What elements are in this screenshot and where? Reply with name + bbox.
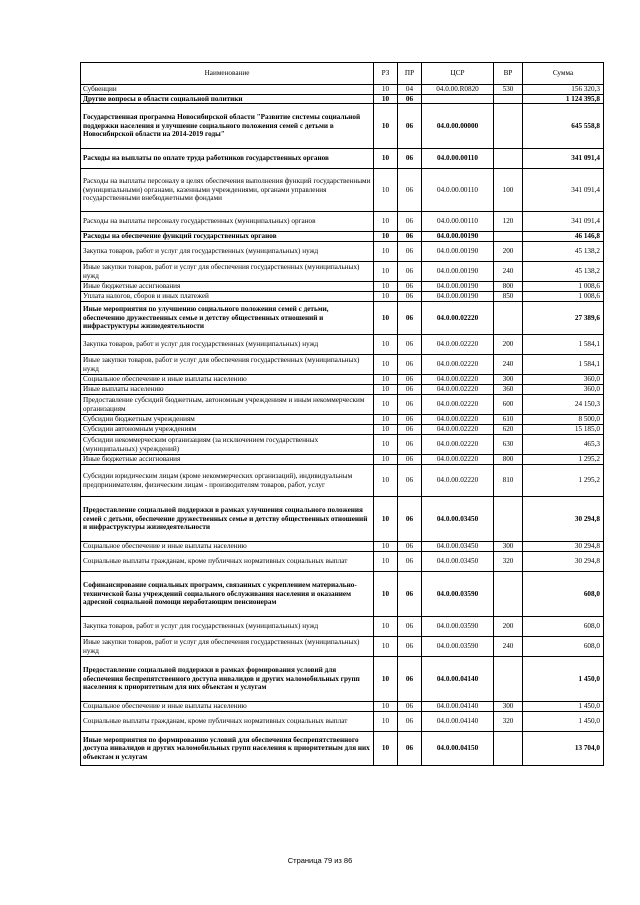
table-row [81,572,604,617]
cell-csr: 04.0.00.00110 [422,212,494,232]
cell-rz: 10 [374,435,398,455]
cell-name: Иные мероприятия по улучшению социального положения семей с детьми, обеспечению дружественных семье и детству общественных отношений и инфраструктуры жизнедеятельности [81,302,374,335]
cell-name: Субсидии бюджетным учреждениям [81,415,374,425]
cell-sum: 8 500,0 [523,415,604,425]
cell-pr: 06 [398,732,422,766]
cell-name: Социальное обеспечение и иные выплаты населению [81,702,374,712]
cell-name: Иные бюджетные ассигнования [81,282,374,292]
cell-pr: 06 [398,292,422,302]
cell-name: Уплата налогов, сборов и иных платежей [81,292,374,302]
cell-name: Государственная программа Новосибирской области "Развитие системы социальной поддержки населения и улучшение социального положения семей с детьми в Новосибирской области на 2014-2019 годы" [81,104,374,149]
cell-name: Софинансирование социальных программ, связанных с укреплением материально-технической базы учреждений социального обслуживания населения и оказанием адресной социальной помощи неработающим пенсионерам [81,572,374,617]
cell-sum: 608,0 [523,637,604,657]
table-row [81,94,604,104]
cell-rz: 10 [374,552,398,572]
cell-vr: 800 [494,282,523,292]
cell-csr: 04.0.00.04140 [422,702,494,712]
cell-csr: 04.0.00.00190 [422,232,494,242]
cell-vr: 300 [494,542,523,552]
header-pr: ПР [398,63,422,85]
cell-sum: 1 008,6 [523,292,604,302]
table-row [81,169,604,212]
cell-sum: 27 389,6 [523,302,604,335]
table-row [81,552,604,572]
table-row [81,702,604,712]
cell-csr: 04.0.00.03450 [422,497,494,542]
cell-name: Субсидии юридическим лицам (кроме некоммерческих организаций), индивидуальным предпринимателям, физическим лицам - производителям товаров, работ, услуг [81,465,374,497]
cell-rz: 10 [374,617,398,637]
table-header-row [81,63,604,85]
cell-sum: 341 091,4 [523,149,604,169]
cell-vr: 800 [494,455,523,465]
cell-csr: 04.0.00.02220 [422,335,494,355]
cell-pr: 06 [398,282,422,292]
cell-sum: 608,0 [523,572,604,617]
cell-sum: 45 138,2 [523,242,604,262]
table-row [81,292,604,302]
table-row [81,617,604,637]
cell-sum: 1 124 395,8 [523,94,604,104]
cell-pr: 06 [398,465,422,497]
cell-pr: 06 [398,242,422,262]
cell-pr: 06 [398,355,422,375]
cell-vr: 810 [494,465,523,497]
cell-name: Социальное обеспечение и иные выплаты населению [81,375,374,385]
cell-pr: 06 [398,637,422,657]
cell-rz: 10 [374,702,398,712]
cell-sum: 1 008,6 [523,282,604,292]
table-row [81,732,604,766]
cell-rz: 10 [374,497,398,542]
cell-name: Субсидии автономным учреждениям [81,425,374,435]
cell-vr: 610 [494,415,523,425]
table-row [81,302,604,335]
cell-name: Другие вопросы в области социальной политики [81,94,374,104]
cell-pr: 06 [398,455,422,465]
cell-name: Предоставление социальной поддержки в рамках улучшения социального положения семей с детьми, обеспечение дружественных семье и детству общественных отношений и инфраструктуры жизнедеятельности [81,497,374,542]
table-row [81,262,604,282]
cell-csr: 04.0.00.02220 [422,375,494,385]
cell-pr: 06 [398,712,422,732]
cell-pr: 06 [398,169,422,212]
cell-vr: 600 [494,395,523,415]
cell-vr [494,572,523,617]
cell-csr: 04.0.00.02220 [422,385,494,395]
cell-vr: 240 [494,262,523,282]
cell-rz: 10 [374,232,398,242]
cell-rz: 10 [374,657,398,702]
cell-name: Социальные выплаты гражданам, кроме публичных нормативных социальных выплат [81,552,374,572]
cell-vr: 530 [494,85,523,95]
cell-pr: 06 [398,542,422,552]
header-sum: Сумма [523,63,604,85]
cell-rz: 10 [374,262,398,282]
cell-pr: 06 [398,425,422,435]
cell-csr: 04.0.00.03590 [422,572,494,617]
cell-csr: 04.0.00.02220 [422,465,494,497]
table-body [81,85,604,766]
cell-name: Закупка товаров, работ и услуг для государственных (муниципальных) нужд [81,617,374,637]
cell-rz: 10 [374,542,398,552]
cell-pr: 06 [398,262,422,282]
cell-sum: 30 294,8 [523,542,604,552]
cell-rz: 10 [374,94,398,104]
cell-vr: 300 [494,375,523,385]
table-row [81,425,604,435]
table-row [81,637,604,657]
cell-csr: 04.0.00.02220 [422,425,494,435]
cell-csr: 04.0.00.03450 [422,552,494,572]
cell-vr: 320 [494,552,523,572]
cell-csr: 04.0.00.00190 [422,262,494,282]
table-row [81,415,604,425]
table-row [81,395,604,415]
cell-vr: 240 [494,355,523,375]
cell-pr: 06 [398,497,422,542]
table-row [81,465,604,497]
cell-csr [422,94,494,104]
cell-rz: 10 [374,637,398,657]
table-row [81,104,604,149]
table-row [81,355,604,375]
cell-sum: 30 294,8 [523,552,604,572]
cell-name: Расходы на выплаты по оплате труда работников государственных органов [81,149,374,169]
cell-sum: 360,0 [523,385,604,395]
cell-sum: 156 320,3 [523,85,604,95]
header-csr: ЦСР [422,63,494,85]
cell-rz: 10 [374,395,398,415]
cell-pr: 06 [398,335,422,355]
page-number: Страница 79 из 86 [287,856,353,865]
cell-rz: 10 [374,242,398,262]
cell-sum: 1 584,1 [523,335,604,355]
cell-sum: 360,0 [523,375,604,385]
cell-pr: 06 [398,212,422,232]
table-row [81,497,604,542]
cell-pr: 06 [398,572,422,617]
cell-rz: 10 [374,425,398,435]
table-row [81,542,604,552]
cell-rz: 10 [374,335,398,355]
cell-rz: 10 [374,149,398,169]
cell-rz: 10 [374,292,398,302]
cell-sum: 1 295,2 [523,455,604,465]
cell-rz: 10 [374,572,398,617]
cell-pr: 04 [398,85,422,95]
table-row [81,455,604,465]
cell-pr: 06 [398,657,422,702]
cell-name: Иные закупки товаров, работ и услуг для обеспечения государственных (муниципальных) нужд [81,355,374,375]
table-row [81,149,604,169]
cell-name: Закупка товаров, работ и услуг для государственных (муниципальных) нужд [81,335,374,355]
cell-csr: 04.0.00.03590 [422,617,494,637]
cell-vr: 240 [494,637,523,657]
cell-vr [494,302,523,335]
cell-csr: 04.0.00.02220 [422,455,494,465]
cell-rz: 10 [374,355,398,375]
header-rz: РЗ [374,63,398,85]
table-row [81,385,604,395]
cell-pr: 06 [398,702,422,712]
cell-sum: 465,3 [523,435,604,455]
table-row [81,85,604,95]
cell-rz: 10 [374,455,398,465]
cell-sum: 341 091,4 [523,169,604,212]
cell-csr: 04.0.00.03450 [422,542,494,552]
cell-name: Иные бюджетные ассигнования [81,455,374,465]
cell-rz: 10 [374,375,398,385]
cell-vr [494,149,523,169]
table-row [81,712,604,732]
cell-pr: 06 [398,94,422,104]
cell-rz: 10 [374,282,398,292]
cell-csr: 04.0.00.02220 [422,415,494,425]
cell-vr: 620 [494,425,523,435]
cell-pr: 06 [398,302,422,335]
cell-rz: 10 [374,169,398,212]
cell-csr: 04.0.00.02220 [422,395,494,415]
cell-pr: 06 [398,617,422,637]
cell-vr: 300 [494,702,523,712]
cell-vr: 850 [494,292,523,302]
cell-name: Расходы на выплаты персоналу в целях обеспечения выполнения функций государственными (муниципальными) органами, казенными учреждениями, органами управления государственными внебюджетными фондами [81,169,374,212]
cell-vr [494,657,523,702]
cell-name: Иные закупки товаров, работ и услуг для обеспечения государственных (муниципальных) нужд [81,262,374,282]
cell-pr: 06 [398,104,422,149]
cell-name: Предоставление социальной поддержки в рамках формирования условий для обеспечения беспрепятственного доступа инвалидов и других маломобильных групп населения к приоритетным для них объектам и услугам [81,657,374,702]
cell-vr: 100 [494,169,523,212]
cell-sum: 30 294,8 [523,497,604,542]
table-row [81,212,604,232]
table-row [81,657,604,702]
cell-sum: 341 091,4 [523,212,604,232]
cell-name: Расходы на выплаты персоналу государственных (муниципальных) органов [81,212,374,232]
cell-name: Иные выплаты населению [81,385,374,395]
cell-rz: 10 [374,712,398,732]
cell-rz: 10 [374,212,398,232]
cell-vr: 120 [494,212,523,232]
cell-sum: 1 295,2 [523,465,604,497]
cell-pr: 06 [398,395,422,415]
cell-csr: 04.0.00.00190 [422,242,494,262]
table-row [81,375,604,385]
cell-vr [494,497,523,542]
cell-vr [494,232,523,242]
cell-rz: 10 [374,385,398,395]
cell-sum: 608,0 [523,617,604,637]
cell-sum: 45 138,2 [523,262,604,282]
header-vr: ВР [494,63,523,85]
budget-table [80,62,604,766]
table-row [81,242,604,262]
cell-vr: 200 [494,242,523,262]
cell-name: Социальное обеспечение и иные выплаты населению [81,542,374,552]
cell-sum: 645 558,8 [523,104,604,149]
cell-vr: 200 [494,617,523,637]
cell-csr: 04.0.00.04140 [422,657,494,702]
table-row [81,335,604,355]
cell-pr: 06 [398,149,422,169]
cell-sum: 1 450,0 [523,712,604,732]
cell-name: Предоставление субсидий бюджетным, автономным учреждениям и иным некоммерческим организациям [81,395,374,415]
cell-vr: 630 [494,435,523,455]
cell-sum: 46 146,8 [523,232,604,242]
cell-name: Закупка товаров, работ и услуг для государственных (муниципальных) нужд [81,242,374,262]
cell-rz: 10 [374,104,398,149]
cell-vr: 360 [494,385,523,395]
cell-vr: 200 [494,335,523,355]
cell-csr: 04.0.00.00190 [422,282,494,292]
cell-name: Социальные выплаты гражданам, кроме публичных нормативных социальных выплат [81,712,374,732]
header-name: Наименование [81,63,374,85]
cell-csr: 04.0.00.00110 [422,169,494,212]
cell-pr: 06 [398,552,422,572]
table-row [81,282,604,292]
cell-rz: 10 [374,415,398,425]
cell-rz: 10 [374,85,398,95]
cell-name: Субвенции [81,85,374,95]
cell-pr: 06 [398,415,422,425]
cell-csr: 04.0.00.04140 [422,712,494,732]
cell-csr: 04.0.00.00000 [422,104,494,149]
cell-name: Расходы на обеспечение функций государственных органов [81,232,374,242]
table-row [81,435,604,455]
cell-pr: 06 [398,375,422,385]
cell-csr: 04.0.00.04150 [422,732,494,766]
cell-rz: 10 [374,732,398,766]
table-row [81,232,604,242]
cell-pr: 06 [398,435,422,455]
cell-vr: 320 [494,712,523,732]
cell-csr: 04.0.00.02220 [422,302,494,335]
cell-vr [494,732,523,766]
cell-csr: 04.0.00.00110 [422,149,494,169]
cell-vr [494,94,523,104]
cell-vr [494,104,523,149]
cell-csr: 04.0.00.02220 [422,435,494,455]
cell-sum: 1 450,0 [523,702,604,712]
cell-csr: 04.0.00.00190 [422,292,494,302]
cell-pr: 06 [398,232,422,242]
cell-name: Субсидии некоммерческим организациям (за исключением государственных (муниципальных) учреждений) [81,435,374,455]
cell-sum: 15 185,0 [523,425,604,435]
cell-sum: 24 150,3 [523,395,604,415]
cell-sum: 1 450,0 [523,657,604,702]
cell-name: Иные мероприятия по формированию условий для обеспечения беспрепятственного доступа инвалидов и других маломобильных групп населения к приоритетным для них объектам и услугам [81,732,374,766]
cell-sum: 1 584,1 [523,355,604,375]
cell-name: Иные закупки товаров, работ и услуг для обеспечения государственных (муниципальных) нужд [81,637,374,657]
cell-csr: 04.0.00.03590 [422,637,494,657]
cell-sum: 13 704,0 [523,732,604,766]
cell-pr: 06 [398,385,422,395]
cell-rz: 10 [374,465,398,497]
cell-csr: 04.0.00.02220 [422,355,494,375]
cell-rz: 10 [374,302,398,335]
cell-csr: 04.0.00.R0820 [422,85,494,95]
